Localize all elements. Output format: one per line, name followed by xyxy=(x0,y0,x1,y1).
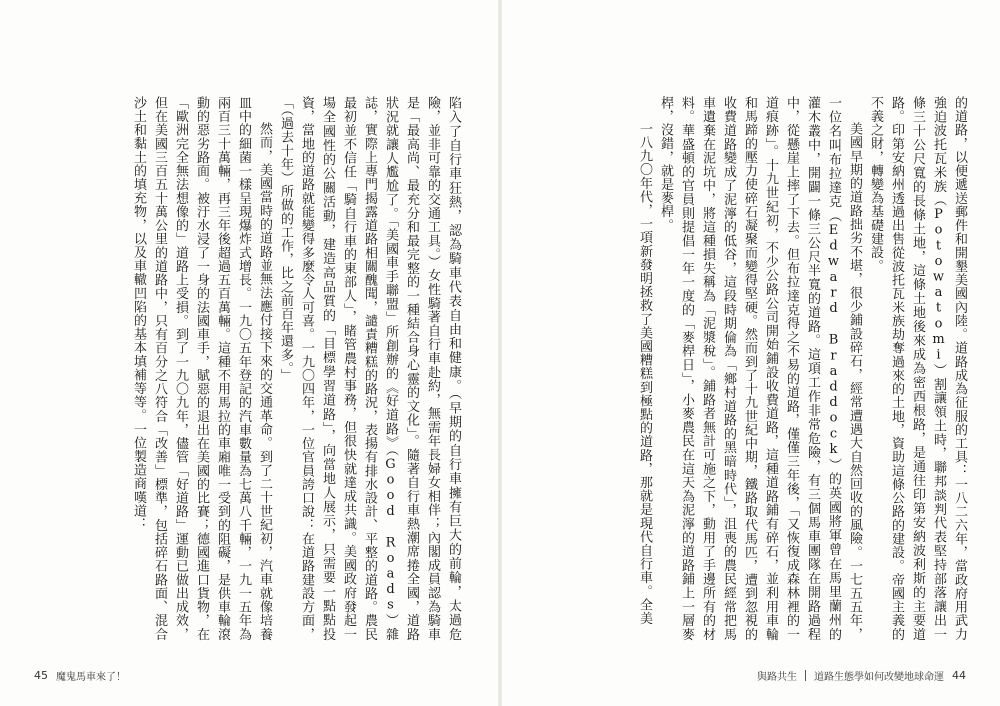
right-page xyxy=(502,0,1000,706)
paragraph: 美國早期的道路拙劣不堪，很少鋪設碎石，經常遭遇大自然回收的風險。一七五五年，一位名叫布拉達克（Edward Braddock）的英國將軍曾在馬里蘭州的灌木叢中，開闢一條三公尺半寬的道路。這項工作非常危險，有三個馬車團隊在開路過程中，從懸崖上摔了下去。但布拉達克得之不易的道路，僅僅三年後，「又恢復成森林裡的一道痕跡」。十九世紀初，不少公路公司開始鋪設收費道路，這種道路鋪有碎石，並利用車輪和馬蹄的壓力使碎石凝聚而變得堅硬。然而到了十九世紀中期，鐵路取代馬匹，遭到忽視的收費道路變成了泥濘的低谷，這段時期倫為「鄉村道路的黑暗時代」，沮喪的農民經常把馬車遺棄在泥坑中，將這種損失稱為「泥漿稅」。鋪路者無計可施之下，動用了手邊所有的材料。華盛頓的官員則提倡一年一度的「麥桿日」，小麥農民在這天為泥濘的道路鋪上一層麥桿，沒錯，就是麥桿。 xyxy=(658,96,862,641)
right-page-footer xyxy=(757,668,966,683)
running-head-divider xyxy=(805,670,806,681)
paragraph: 的道路，以便遞送郵件和開墾美國內陸。道路成為征服的工具：一八二六年，當政府用武力強迫波托瓦米族（Potowatomi）割讓領土時，聯邦談判代表堅持部落讓出一條三十公尺寬的長條土地，這條土地後來成為密西根路，是通往印第安納波利斯的主要道路。印第安納州透過出售從波托瓦米族劫奪過來的土地，資助這條公路的建設。帝國主義的不義之財，轉變為基礎建設。 xyxy=(868,96,967,641)
right-page-body xyxy=(538,96,970,641)
running-head-book-title: 與路共生 xyxy=(757,672,797,683)
page-number: 45 xyxy=(34,669,48,682)
paragraph: 一八九〇年代，一項新發明拯救了美國糟糕到極點的道路，那就是現代自行車。全美 xyxy=(637,122,652,626)
left-page xyxy=(0,0,498,706)
running-head: 魔鬼馬車來了！ xyxy=(56,672,126,683)
left-page-footer xyxy=(34,668,126,683)
running-head-subtitle: 道路生態學如何改變地球命運 xyxy=(814,672,944,683)
left-page-body xyxy=(32,96,464,641)
page-number: 44 xyxy=(952,669,966,682)
paragraph: 陷入了自行車狂熱，認為騎車代表自由和健康。（早期的自行車擁有巨大的前輪，太過危險，並非可靠的交通工具。）女性騎著自行車赴約，無需年長婦女相伴；內閣成員認為騎車是「最高尚、最充分和最完整的一種結合身心靈的文化」。隨著自行車熱潮席捲全國，道路狀況就讓人尷尬了。「美國車手聯盟」所創辦的《好道路》（Good Roads）雜誌，實際上專門揭露道路相關醜聞，譴責糟糕的路況，表揚有排水設計、平整的道路。農民最初並不信任「騎自行車的東部人」，睹管農村事務，但很快就達成共識。美國政府發起一場全國性的公關活動，建造高品質的「目標學習道路」，向當地人展示，只需要一點點投資，當地的道路就能變得多麼令人可喜。一九〇四年，一位官員誇口說：在道路建設方面，「（過去十年）所做的工作，比之前百年還多。」 xyxy=(278,96,461,641)
paragraph: 然而，美國當時的道路並無法應付接下來的交通革命。到了二十世紀初，汽車就像培養皿中的細菌一樣呈現爆炸式增長。一九〇五年登記的汽車數量為七萬八千輛，一九一五年為兩百三十萬輛，再三年後超過五百萬輛。這種不用馬拉的車廂唯一受到的阻礙，是供車輪滾動的惡劣路面。被汙水浸了一身的法國車手，賦惡的退出在美國的比賽；德國進口貨物，在「歐洲完全無法想像的」道路上受損。到了一九〇九年，儘管「好道路」運動已做出成效，但在美國三百五十萬公里的道路中，只有百分之八符合「改善」標準，包括碎石路面、混合沙土和黏土的填充物，以及車轍凹陷的基本填補等等。一位製造商嘆道： xyxy=(131,96,272,641)
